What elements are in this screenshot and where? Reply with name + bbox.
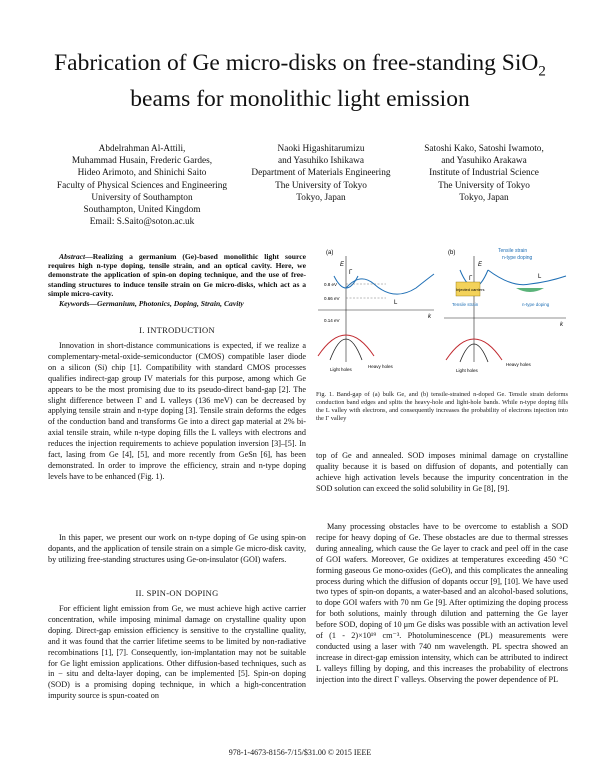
author-block-1	[36, 143, 248, 228]
n-doping-annotation: n-type doping	[502, 255, 533, 261]
panel-b-label: (b)	[448, 250, 456, 256]
author-department: Faculty of Physical Sciences and Engineering	[56, 180, 228, 191]
heavy-holes-label: Heavy holes	[506, 362, 531, 367]
light-holes-label: Light holes	[456, 368, 478, 373]
section-heading-introduction: I. INTRODUCTION	[139, 325, 215, 335]
title-line-1: Fabrication of Ge micro-disks on free-standing SiO	[54, 50, 539, 76]
l-label: L	[538, 274, 542, 280]
abstract-label: Abstract	[59, 252, 86, 261]
energy-value: 0.66 eV	[324, 296, 340, 301]
intro-paragraph-1	[48, 341, 306, 483]
spin-on-paragraph	[48, 604, 306, 702]
title-line-2: beams for monolithic light emission	[130, 85, 470, 112]
page-footer: 978-1-4673-8156-7/15/$31.00 © 2015 IEEE	[228, 748, 372, 757]
l-label: L	[394, 300, 398, 306]
author-names: Naoki Higashitarumizu	[277, 144, 365, 154]
abstract-text: —Realizing a germanium (Ge)-based monolithic light source requires high n-type doping, tensile strain, and an optical cavity. Here, we demonstrate the application of spin-on doping technique, and the use of free-standing structures to induce tensile strain on Ge micro-disks, which act as a simple micro-cavity.	[48, 252, 306, 298]
author-university: The University of Tokyo	[275, 180, 367, 191]
energy-axis-label: E	[478, 262, 483, 268]
author-names: Satoshi Kako, Satoshi Iwamoto,	[424, 144, 544, 154]
gamma-label: Γ	[349, 270, 353, 276]
conduction-band-curve	[488, 270, 566, 285]
k-axis-label: k	[560, 322, 563, 328]
author-city: Tokyo, Japan	[459, 192, 509, 203]
author-block-3	[398, 143, 570, 204]
right-paragraph-2	[316, 522, 568, 686]
electron-fill-region	[516, 288, 544, 292]
author-university: University of Southampton	[91, 192, 193, 203]
author-city: Tokyo, Japan	[296, 192, 346, 203]
right-text-2: Many processing obstacles have to be overcome to establish a SOD recipe for heavy doping of Ge. These obstacles are due to thermal stresses during annealing, which cause the Ge layer to crack and peel off in the case of GOI wafers. Moreover, Ge oxidizes at temperatures exceeding 450 °C forming gaseous Ge mono-oxides (GeO), and this complicates the annealing process during which the diffusion of dopants occur [9], [10]. We have used two types of spin-on dopants, a water-based and an alcohol-based solutions, to dope GOI wafers with 70 nm Ge [9]. After optimizing the doping process for both solutions, mainly through dilution and patterning the Ge layer before SOD, doping of 10 μm Ge disks was possible with an activation level of (1 - 2)×10¹⁹ cm⁻³. Photoluminescence (PL) measurements were conducted using a laser with 740 nm wavelength. PL spectra showed an increase in direct-gap emission intensity, which can be attributed to indirect L valleys filling by doping, and this increases the probability of electrons injection into the direct Γ valleys. Observing the power dependence of PL	[316, 522, 568, 684]
title-subscript: 2	[538, 63, 546, 80]
author-block-2	[246, 143, 396, 204]
author-names: Hideo Arimoto, and Shinichi Saito	[77, 168, 207, 179]
heavy-holes-label: Heavy holes	[368, 364, 393, 369]
energy-value: 0.14 eV	[324, 318, 340, 323]
n-doping-label: n-type doping	[522, 302, 550, 307]
section-heading-spin-on-doping: II. SPIN-ON DOPING	[135, 588, 219, 598]
abstract	[48, 252, 306, 308]
author-names: and Yasuhiko Arakawa	[441, 156, 527, 167]
right-paragraph-1	[316, 451, 568, 495]
author-department: Institute of Industrial Science	[429, 168, 539, 179]
gamma-label: Γ	[469, 276, 473, 282]
author-department: Department of Materials Engineering	[251, 168, 391, 179]
intro-text-2: In this paper, we present our work on n-type doping of Ge using spin-on dopants, and the application of tensile strain on a simple Ge micro-disk cavity, by utilizing free-standing structures using Ge-on-insulator (GOI) wafers.	[48, 533, 306, 564]
intro-text-1: Innovation in short-distance communications is expected, if we realize a complementary-metal-oxide-semiconductor (CMOS) compatible laser diode on a silicon (Si) chip [1]. Compatibility with standard CMOS processes qualifies indirect-gap group IV materials for this purpose, among which Ge appears to be the most promising due to its pseudo-direct band-gap [2]. The slight difference between Γ and L valleys (136 meV) can be decreased by applying tensile strain and n-type doping [3]. Tensile strain deforms the edges of the conduction band and transforms Ge into a direct gap material at 2% bi-axial tensile strain, while n-type doping fills the L valleys with electrons and reduces the injection requirements to achieve population inversion [3]–[5]. In fact, lasing from Ge [4], [5], and more recently from GeSn [6], has been demonstrated. In order to improve the efficiency, strain and n-type doping levels have to be enhanced (Fig. 1).	[48, 341, 306, 481]
energy-value: 0.8 eV	[324, 282, 338, 287]
light-holes-label: Light holes	[330, 367, 352, 372]
k-axis-label: k	[428, 314, 431, 320]
spin-on-text: For efficient light emission from Ge, we must achieve high active carrier concentration, while imposing minimal damage on crystalline quality upon doping. Direct-gap emission efficiency is sensitive to the crystalline quality, and it was found that the carrier lifetime seems to be limited by non-radiative recombinations [1], [7]. Consequently, ion-implantation may not be suitable for Ge light emission applications. Other diffusion-based techniques, such as in − situ and delta-layer doping, can be implemented [5]. Spin-on doping (SOD) is a promising doping technique, in which a high-concentration impurity source is spun-coated on	[48, 604, 306, 701]
right-text-1: top of Ge and annealed. SOD imposes minimal damage on crystalline quality because it is based on diffusion of dopants, and potentially can achieve high activation levels because the impurity concentration in the SOD solution can exceed the solid solubility in Ge [8], [9].	[316, 451, 568, 493]
author-names: Muhammad Husain, Frederic Gardes,	[71, 156, 213, 167]
figure-1-band-diagrams	[316, 244, 568, 379]
tensile-strain-label: Tensile strain	[452, 302, 479, 307]
author-names: Abdelrahman Al-Attili,	[98, 144, 186, 154]
figure-1-caption: Fig. 1. Band-gap of (a) bulk Ge, and (b) tensile-strained n-doped Ge. Tensile strain deforms conduction band edges and splits the heavy-hole and light-hole bands. While n-type doping fills the L valley with electrons, and consequently increases the probability of electrons injection into the Γ valley	[316, 391, 568, 422]
panel-a-label: (a)	[326, 250, 334, 256]
paper-title	[20, 50, 580, 113]
conduction-band-curve	[346, 274, 434, 294]
author-city: Southampton, United Kingdom	[83, 205, 201, 216]
author-university: The University of Tokyo	[438, 180, 530, 191]
keywords-label: Keywords	[59, 299, 90, 309]
author-email: Email: S.Saito@soton.ac.uk	[89, 217, 195, 228]
energy-axis-label: E	[340, 262, 345, 268]
intro-paragraph-2	[48, 533, 306, 566]
author-names: and Yasuhiko Ishikawa	[278, 156, 364, 167]
injected-carriers-label: Injected carriers	[456, 287, 485, 292]
keywords-text: —Germanium, Photonics, Doping, Strain, Cavity	[89, 299, 244, 309]
tensile-strain-annotation: Tensile strain	[498, 248, 528, 254]
